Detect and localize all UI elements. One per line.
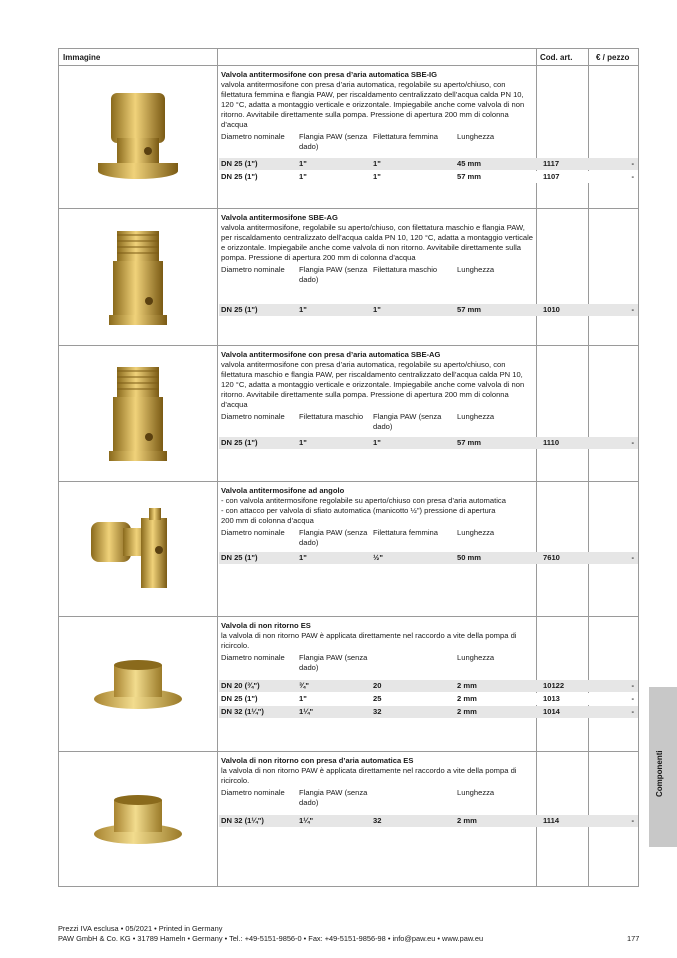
product-title: Valvola di non ritorno con presa d’aria automatica ES bbox=[221, 756, 414, 765]
table-row bbox=[219, 552, 638, 564]
side-tab-label: Componenti bbox=[655, 750, 664, 797]
column-labels bbox=[221, 788, 537, 808]
col-label: Filettatura maschio bbox=[299, 412, 364, 421]
valve-sbe-ag-air-image bbox=[59, 346, 217, 482]
cell: 57 mm bbox=[457, 438, 482, 447]
col-label: Diametro nominale bbox=[221, 265, 285, 274]
product-section bbox=[59, 616, 638, 752]
article-code: 1114 bbox=[543, 816, 560, 825]
cell: ¾" bbox=[299, 681, 309, 690]
table-row bbox=[219, 437, 638, 449]
article-code: 10122 bbox=[543, 681, 565, 690]
column-labels bbox=[221, 653, 537, 673]
cell: 1" bbox=[299, 159, 307, 168]
column-labels bbox=[221, 412, 537, 432]
product-desc: valvola antitermosifone, regolabile su aperto/chiuso, con filettatura maschio e flangia PAW, per riscaldamento centralizzato dell’acqua calda PN 10, 120 °C, adatta a montaggio verticale e orizzontale. Impiegabile anche come valvola di non ritorno. Avvitabile direttamente sulla pompa. Pressione di apertura 200 mm di colonna d’acqua bbox=[221, 223, 534, 262]
cell: 57 mm bbox=[457, 305, 482, 314]
col-label: Diametro nominale bbox=[221, 653, 285, 662]
table-row bbox=[219, 158, 638, 170]
product-section bbox=[59, 481, 638, 617]
price: - bbox=[631, 681, 634, 690]
footer-line2: PAW GmbH & Co. KG • 31789 Hameln • Germany • Tel.: +49-5151-9856-0 • Fax: +49-5151-9856-98 • info@paw.eu • www.paw.eu bbox=[58, 934, 484, 943]
cell: 1" bbox=[373, 159, 381, 168]
cell: 1" bbox=[299, 172, 307, 181]
cell: 32 bbox=[373, 816, 382, 825]
product-description bbox=[221, 350, 537, 432]
col-label: Lunghezza bbox=[457, 132, 495, 141]
check-valve-es-image bbox=[59, 617, 217, 752]
price: - bbox=[631, 438, 634, 447]
cell: 20 bbox=[373, 681, 382, 690]
col-label: Flangia PAW (senza dado) bbox=[299, 528, 368, 547]
col-label: Filettatura femmina bbox=[373, 528, 438, 537]
product-description bbox=[221, 213, 537, 285]
product-section bbox=[59, 751, 638, 887]
col-label: Flangia PAW (senza dado) bbox=[299, 653, 368, 672]
article-code: 7610 bbox=[543, 553, 560, 562]
cell: DN 25 (1") bbox=[221, 172, 258, 181]
page-number: 177 bbox=[627, 934, 640, 943]
side-tab bbox=[649, 687, 677, 847]
cell: 1" bbox=[299, 438, 307, 447]
article-code: 1110 bbox=[543, 438, 560, 447]
col-label: Diametro nominale bbox=[221, 412, 285, 421]
cell: DN 25 (1") bbox=[221, 553, 258, 562]
cell: 57 mm bbox=[457, 172, 482, 181]
cell: 25 bbox=[373, 694, 382, 703]
angle-valve-image bbox=[59, 482, 217, 617]
valve-sbe-ig-image bbox=[59, 66, 217, 209]
cell: 2 mm bbox=[457, 681, 477, 690]
footer bbox=[58, 924, 483, 944]
header-price: € / pezzo bbox=[596, 53, 630, 62]
col-label: Diametro nominale bbox=[221, 132, 285, 141]
product-desc: valvola antitermosifone con presa d’aria automatica, regolabile su aperto/chiuso, con filettatura femmina e flangia PAW, per riscaldamento centralizzato dell’acqua calda PN 10, 120 °C, adatta a montaggio verticale e orizzontale. Impiegabile anche come valvola di non ritorno. Avvitabile direttamente sulla pompa. Pressione di apertura 200 mm di colonna d’acqua bbox=[221, 80, 525, 129]
table-row bbox=[219, 693, 638, 705]
product-section bbox=[59, 65, 638, 209]
col-label: Lunghezza bbox=[457, 653, 495, 662]
product-title: Valvola di non ritorno ES bbox=[221, 621, 311, 630]
cell: DN 25 (1") bbox=[221, 159, 258, 168]
col-label: Flangia PAW (senza dado) bbox=[299, 265, 368, 284]
cell: 1" bbox=[373, 305, 381, 314]
product-title: Valvola antitermosifone ad angolo bbox=[221, 486, 345, 495]
col-label: Lunghezza bbox=[457, 528, 495, 537]
price: - bbox=[631, 159, 634, 168]
table-row bbox=[219, 171, 638, 183]
cell: 2 mm bbox=[457, 707, 477, 716]
product-desc: la valvola di non ritorno PAW è applicata direttamente nel raccordo a vite della pompa di ricircolo. bbox=[221, 631, 517, 650]
col-label: Flangia PAW (senza dado) bbox=[299, 788, 368, 807]
cell: 1¼" bbox=[299, 816, 314, 825]
product-description bbox=[221, 756, 537, 808]
cell: 1" bbox=[299, 553, 307, 562]
table-row bbox=[219, 706, 638, 718]
col-label: Flangia PAW (senza dado) bbox=[373, 412, 442, 431]
price: - bbox=[631, 172, 634, 181]
product-description bbox=[221, 486, 537, 548]
column-labels bbox=[221, 132, 537, 152]
price: - bbox=[631, 816, 634, 825]
product-desc: la valvola di non ritorno PAW è applicata direttamente nel raccordo a vite della pompa di ricircolo. bbox=[221, 766, 517, 785]
col-label: Diametro nominale bbox=[221, 528, 285, 537]
cell: 32 bbox=[373, 707, 382, 716]
product-section bbox=[59, 208, 638, 346]
cell: 1" bbox=[299, 694, 307, 703]
cell: DN 32 (1¼") bbox=[221, 707, 264, 716]
price: - bbox=[631, 694, 634, 703]
product-description bbox=[221, 70, 537, 152]
product-title: Valvola antitermosifone con presa d’aria automatica SBE-IG bbox=[221, 70, 438, 79]
column-labels bbox=[221, 265, 537, 285]
cell: DN 20 (¾") bbox=[221, 681, 260, 690]
check-valve-es-air-image bbox=[59, 752, 217, 887]
product-section bbox=[59, 345, 638, 482]
col-label: Flangia PAW (senza dado) bbox=[299, 132, 368, 151]
cell: 1¼" bbox=[299, 707, 314, 716]
price: - bbox=[631, 553, 634, 562]
col-label: Lunghezza bbox=[457, 265, 495, 274]
col-label: Lunghezza bbox=[457, 412, 495, 421]
article-code: 1010 bbox=[543, 305, 560, 314]
cell: 1" bbox=[373, 438, 381, 447]
price: - bbox=[631, 305, 634, 314]
article-code: 1107 bbox=[543, 172, 560, 181]
cell: 2 mm bbox=[457, 694, 477, 703]
price: - bbox=[631, 707, 634, 716]
article-code: 1013 bbox=[543, 694, 560, 703]
cell: DN 32 (1¼") bbox=[221, 816, 264, 825]
product-title: Valvola antitermosifone con presa d’aria automatica SBE-AG bbox=[221, 350, 441, 359]
product-desc: valvola antitermosifone con presa d’aria automatica, regolabile su aperto/chiuso, con filettatura maschio e flangia PAW, per riscaldamento centralizzato dell’acqua calda PN 10, 120 °C, adatta a montaggio verticale e orizzontale. Impiegabile anche come valvola di non ritorno. Avvitabile direttamente sulla pompa. Pressione di apertura 200 mm di colonna d’acqua bbox=[221, 360, 525, 409]
table-header bbox=[59, 49, 638, 66]
cell: 2 mm bbox=[457, 816, 477, 825]
col-label: Lunghezza bbox=[457, 788, 495, 797]
table-row bbox=[219, 304, 638, 316]
col-label: Filettatura femmina bbox=[373, 132, 438, 141]
cell: 45 mm bbox=[457, 159, 482, 168]
table-row bbox=[219, 680, 638, 692]
product-description bbox=[221, 621, 537, 673]
cell: ½" bbox=[373, 553, 383, 562]
valve-sbe-ag-image bbox=[59, 209, 217, 346]
column-labels bbox=[221, 528, 537, 548]
header-image: Immagine bbox=[63, 53, 101, 62]
product-desc: - con valvola antitermosifone regolabile su aperto/chiuso con presa d’aria automatica - con attacco per valvola di sfiato automatica (manicotto ½") pressione di apertura 200 mm di colonna d’acqua bbox=[221, 496, 506, 525]
article-code: 1117 bbox=[543, 159, 560, 168]
cell: 1" bbox=[299, 305, 307, 314]
col-label: Diametro nominale bbox=[221, 788, 285, 797]
footer-line1: Prezzi IVA esclusa • 05/2021 • Printed in Germany bbox=[58, 924, 223, 933]
cell: 1" bbox=[373, 172, 381, 181]
header-code: Cod. art. bbox=[540, 53, 573, 62]
cell: DN 25 (1") bbox=[221, 694, 258, 703]
article-code: 1014 bbox=[543, 707, 560, 716]
col-label: Filettatura maschio bbox=[373, 265, 438, 274]
product-table bbox=[58, 48, 639, 887]
cell: DN 25 (1") bbox=[221, 438, 258, 447]
table-row bbox=[219, 815, 638, 827]
cell: DN 25 (1") bbox=[221, 305, 258, 314]
cell: 50 mm bbox=[457, 553, 482, 562]
product-title: Valvola antitermosifone SBE-AG bbox=[221, 213, 338, 222]
